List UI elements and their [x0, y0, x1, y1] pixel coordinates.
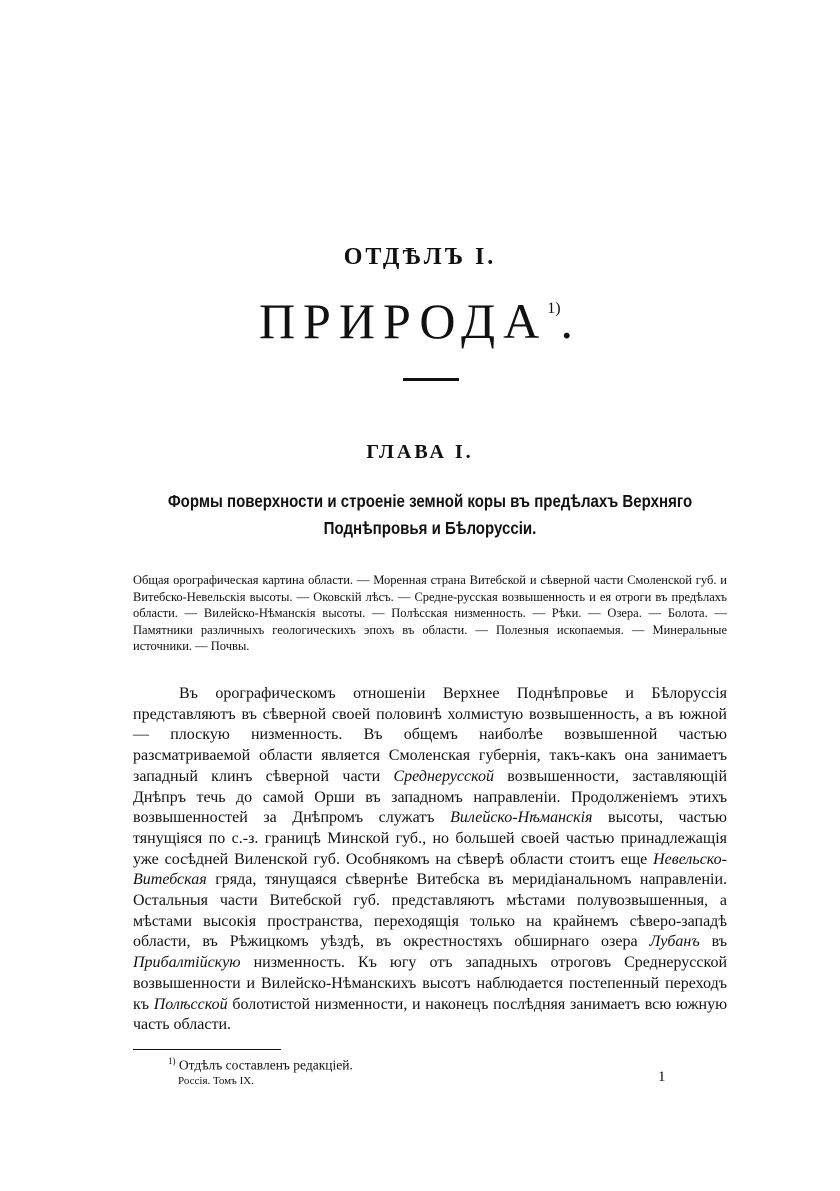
main-title-footnote-mark: 1) [547, 300, 561, 317]
chapter-summary: Общая орографическая картина области. — Моренная страна Витебской и сѣверной части Смоленской губ. и Витебско-Невельскія высоты. — Оковскій лѣсъ. — Средне-русская возвышенность и ея отроги въ предѣлахъ области. — Вилейско-Нѣманскія высоты. — Полѣсская низменность. — Рѣки. — Озера. — Болота. — Памятники различныхъ геологическихъ эпохъ въ области. — Полезныя ископаемыя. — Минеральные источники. — Почвы. [133, 573, 727, 654]
footnote-mark: 1) [168, 1056, 176, 1066]
body-italic-term: Лубанъ [649, 933, 700, 951]
body-text-segment: низменность. Къ югу отъ западныхъ отроговъ Среднерусской возвышенности и Вилейско-Нѣманскихъ высотъ наблюдается постепенный переходъ къ [133, 954, 728, 1013]
body-italic-term: Полѣсской [153, 995, 228, 1013]
running-footer: Россія. Томъ IX. [178, 1075, 254, 1087]
section-title: ОТДѢЛЪ I. [343, 244, 497, 270]
body-paragraph [133, 684, 727, 1036]
footnote-divider [133, 1049, 281, 1050]
body-text-segment: болотистой низменности, и наконецъ послѣдняя занимаетъ всю южную часть области. [133, 995, 728, 1034]
footnote-text: Отдѣлъ составленъ редакціей. [178, 1057, 353, 1073]
main-title-period: . [560, 293, 582, 349]
main-title [0, 292, 840, 350]
body-italic-term: Среднерусской [393, 767, 494, 785]
chapter-heading: Формы поверхности и строеніе земной коры въ предѣлахъ Верхняго Поднѣпровья и Бѣлоруссіи. [167, 491, 693, 538]
body-text-segment: Въ орографическомъ отношеніи Верхнее Поднѣпровье и Бѣлоруссія представляютъ въ сѣверной своей половинѣ холмистую возвышенность, а въ южной — плоскую низменность. Въ общемъ наиболѣе возвышенной частью разсматриваемой области является Смоленская губернія, такъ-какъ она занимаетъ западный клинъ сѣверной части [133, 685, 727, 785]
chapter-number: ГЛАВА I. [366, 441, 474, 463]
main-title-text: ПРИРОДА [258, 293, 548, 349]
page-number: 1 [658, 1069, 666, 1085]
footnote [168, 1056, 353, 1074]
title-divider [403, 378, 459, 381]
body-text-segment: возвышенности, заставляющій Днѣпръ течь до самой Орши въ западномъ направленіи. Продолженіемъ этихъ возвышенностей за Днѣпромъ служатъ [133, 767, 728, 827]
body-text-segment: въ [711, 933, 727, 951]
body-italic-term: Прибалтійскую [133, 954, 241, 972]
body-italic-term: Вилейско-Нѣманскія [450, 809, 593, 827]
body-italic-term: Невельско-Витебская [133, 850, 727, 889]
body-text-segment: гряда, тянущаяся сѣвернѣе Витебска въ меридіанальномъ направленіи. Остальныя части Витебской губ. представляютъ мѣстами полувозвышенныя, а мѣстами высокія пространства, переходящія только на крайнемъ сѣверо-западѣ области, въ Рѣжицкомъ уѣздѣ, въ окрестностяхъ обширнаго озера [133, 871, 728, 951]
body-text-segment: высоты, частью тянущіяся по с.-з. границѣ Минской губ., но большей своей частью принадлежащія уже сосѣдней Виленской губ. Особнякомъ на сѣверѣ области стоитъ еще [133, 809, 728, 868]
